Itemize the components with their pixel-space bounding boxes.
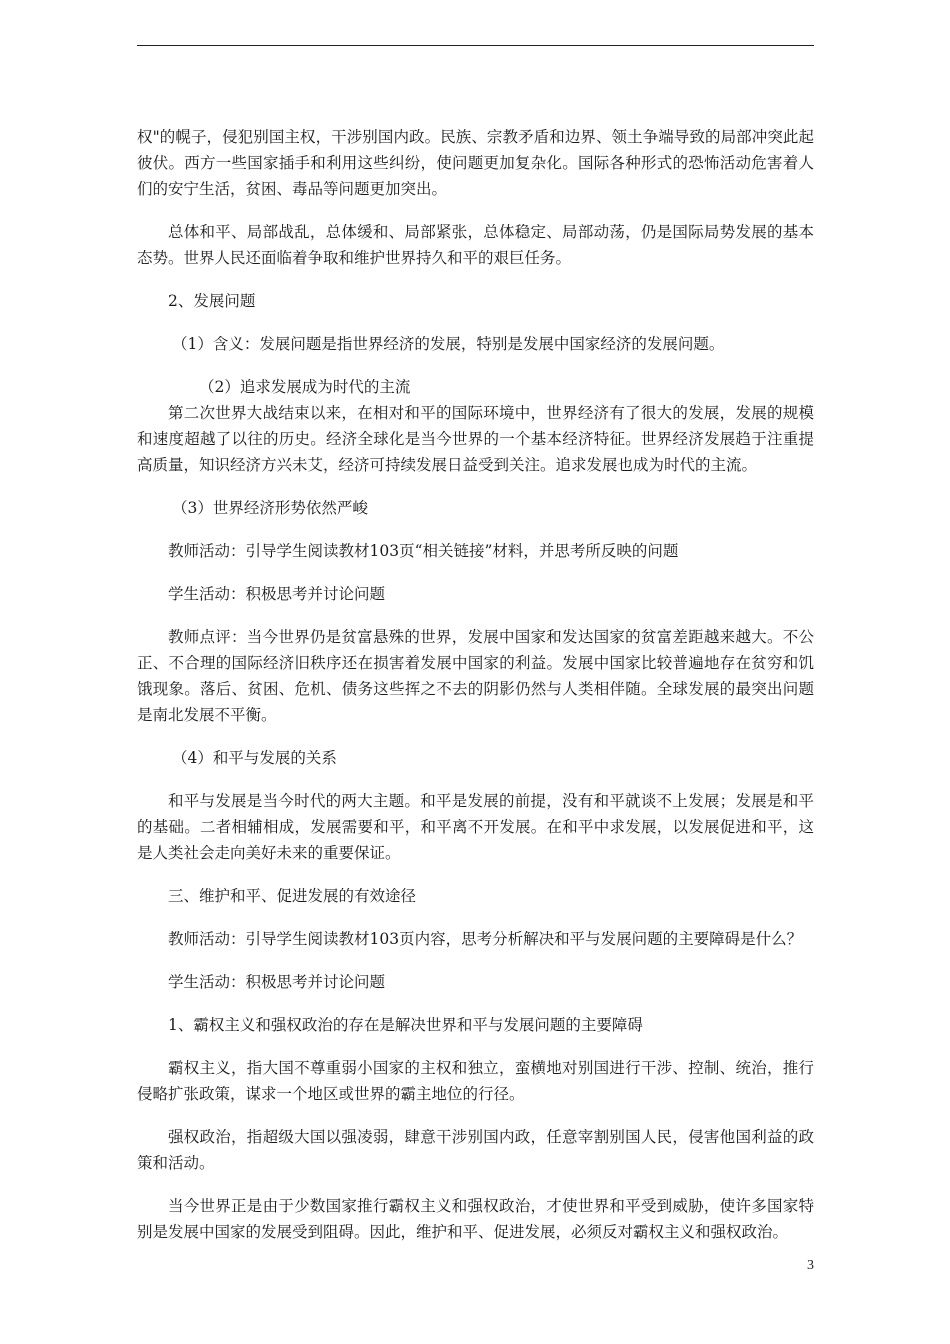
paragraph-teacher-comment: 教师点评：当今世界仍是贫富悬殊的世界，发展中国家和发达国家的贫富差距越来越大。不公正、不合理的国际经济旧秩序还在损害着发展中国家的利益。发展中国家比较普遍地存在贫穷和饥饿现象。落后、贫困、危机、债务这些挥之不去的阴影仍然与人类相伴随。全球发展的最突出问题是南北发展不平衡。 (137, 628, 814, 724)
paragraph-teacher-activity-1: 教师活动：引导学生阅读教材103页“相关链接”材料，并思考所反映的问题 (168, 542, 679, 560)
paragraph-power-politics: 强权政治，指超级大国以强凌弱，肆意干涉别国内政，任意宰割别国人民，侵害他国利益的政策和活动。 (137, 1128, 814, 1172)
subheading-peace-development-relation: （4）和平与发展的关系 (172, 749, 337, 767)
paragraph-teacher-activity-2: 教师活动：引导学生阅读教材103页内容，思考分析解决和平与发展问题的主要障碍是什么？ (168, 930, 803, 948)
header-rule (137, 45, 814, 46)
paragraph-conclusion: 当今世界正是由于少数国家推行霸权主义和强权政治，才使世界和平受到威胁，使许多国家特别是发展中国家的发展受到阻碍。因此，维护和平、促进发展，必须反对霸权主义和强权政治。 (137, 1197, 814, 1241)
paragraph-two-themes: 和平与发展是当今时代的两大主题。和平是发展的前提，没有和平就谈不上发展；发展是和平的基础。二者相辅相成，发展需要和平，和平离不开发展。在和平中求发展，以发展促进和平，这是人类社会走向美好未来的重要保证。 (137, 792, 814, 862)
subheading-development-trend: （2）追求发展成为时代的主流 (199, 378, 411, 396)
paragraph-hegemonism: 霸权主义，指大国不尊重弱小国家的主权和独立，蛮横地对别国进行干涉、控制、统治，推行侵略扩张政策，谋求一个地区或世界的霸主地位的行径。 (137, 1059, 814, 1103)
document-body (137, 124, 814, 1245)
heading-main-obstacle: 1、霸权主义和强权政治的存在是解决世界和平与发展问题的主要障碍 (168, 1016, 643, 1034)
heading-development-issue: 2、发展问题 (168, 292, 256, 310)
subheading-definition: （1）含义：发展问题是指世界经济的发展，特别是发展中国家经济的发展问题。 (172, 335, 725, 353)
paragraph-student-activity-1: 学生活动：积极思考并讨论问题 (168, 585, 386, 603)
paragraph-postwar-economy: 第二次世界大战结束以来，在相对和平的国际环境中，世界经济有了很大的发展，发展的规模和速度超越了以往的历史。经济全球化是当今世界的一个基本经济特征。世界经济发展趋于注重提高质量，知识经济方兴未艾，经济可持续发展日益受到关注。追求发展也成为时代的主流。 (137, 404, 814, 474)
subheading-economic-situation: （3）世界经济形势依然严峻 (172, 499, 368, 517)
paragraph-continuation: 权"的幌子，侵犯别国主权，干涉别国内政。民族、宗教矛盾和边界、领土争端导致的局部冲突此起彼伏。西方一些国家插手和利用这些纠纷，使问题更加复杂化。国际各种形式的恐怖活动危害着人们的安宁生活，贫困、毒品等问题更加突出。 (137, 128, 814, 198)
paragraph-peace-situation: 总体和平、局部战乱，总体缓和、局部紧张，总体稳定、局部动荡，仍是国际局势发展的基本态势。世界人民还面临着争取和维护世界持久和平的艰巨任务。 (137, 223, 814, 267)
heading-effective-ways: 三、维护和平、促进发展的有效途径 (168, 887, 417, 905)
page-number: 3 (807, 1258, 814, 1273)
paragraph-student-activity-2: 学生活动：积极思考并讨论问题 (168, 973, 386, 991)
